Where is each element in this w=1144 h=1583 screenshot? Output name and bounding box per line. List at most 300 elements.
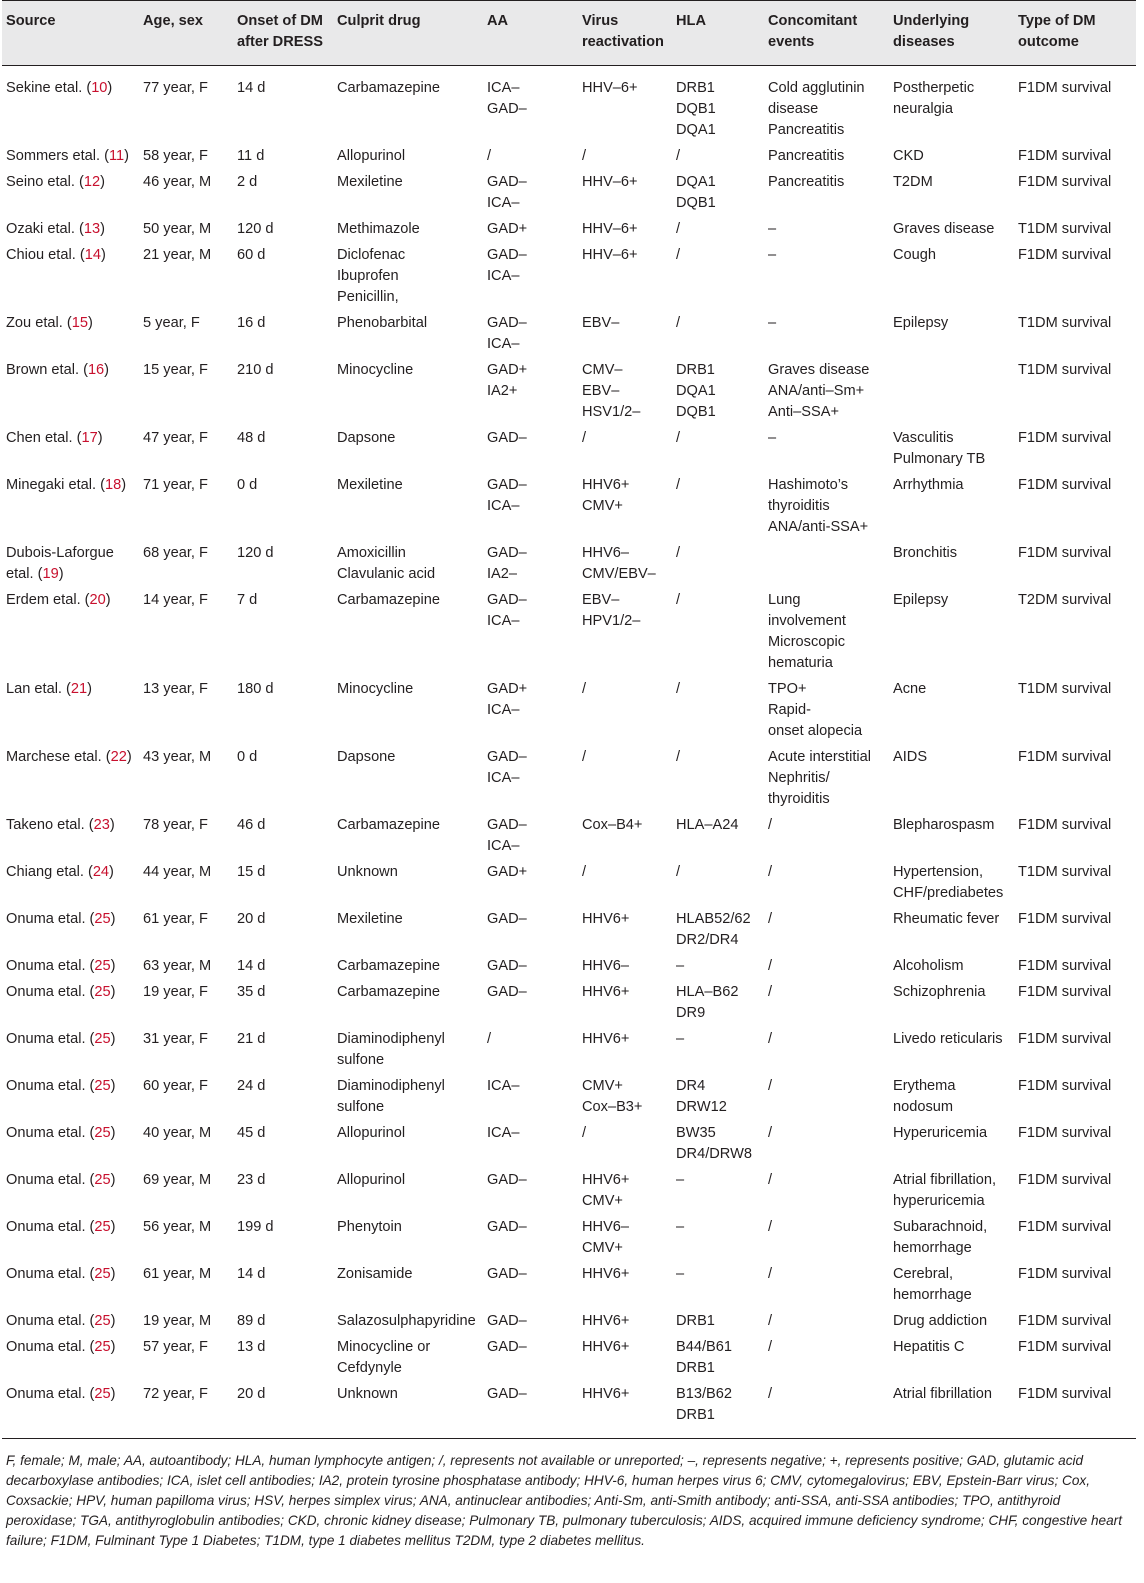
- cell-drug: Phenytoin: [337, 1219, 402, 1235]
- cell-aa: GAD–: [487, 984, 527, 1000]
- cell-onset: 15 d: [237, 864, 266, 880]
- cell-source: Onuma etal. (25): [6, 1219, 116, 1235]
- source-name: Takeno etal.: [6, 817, 85, 833]
- cell-outcome: F1DM survival: [1018, 247, 1112, 263]
- cell-age-sex: 63 year, M: [143, 958, 212, 974]
- cell-age-sex: 19 year, F: [143, 984, 208, 1000]
- table-row: [2, 1027, 1136, 1074]
- cell-aa: GAD–: [487, 1313, 527, 1329]
- cell-onset: 89 d: [237, 1313, 266, 1329]
- source-name: Chiang etal.: [6, 864, 84, 880]
- cell-hla: BW35 DR4/DRW8: [676, 1125, 752, 1162]
- reference-link[interactable]: 11: [109, 148, 125, 164]
- cell-events: –: [768, 247, 777, 263]
- cell-onset: 7 d: [237, 592, 258, 608]
- cell-onset: 0 d: [237, 749, 258, 765]
- table-row: [2, 358, 1136, 426]
- reference-link[interactable]: 21: [70, 681, 88, 697]
- cell-events: Pancreatitis: [768, 148, 845, 164]
- cell-age-sex: 31 year, F: [143, 1031, 208, 1047]
- cell-underlying: Atrial fibrillation, hyperuricemia: [893, 1172, 997, 1209]
- cell-age-sex: 44 year, M: [143, 864, 212, 880]
- cell-aa: ICA– GAD–: [487, 80, 527, 117]
- reference-link[interactable]: 25: [94, 1078, 111, 1094]
- cell-outcome: F1DM survival: [1018, 911, 1112, 927]
- cell-events: /: [768, 911, 773, 927]
- cell-underlying: Hepatitis C: [893, 1339, 965, 1355]
- header-culprit-drug: Culprit drug: [333, 1, 483, 66]
- cell-events: /: [768, 1031, 773, 1047]
- cell-hla: /: [676, 148, 681, 164]
- cell-virus: HHV6+: [582, 911, 630, 927]
- cell-hla: –: [676, 958, 685, 974]
- cell-onset: 16 d: [237, 315, 266, 331]
- reference-link[interactable]: 12: [83, 174, 101, 190]
- cell-outcome: F1DM survival: [1014, 1382, 1136, 1439]
- source-name: Onuma etal.: [6, 1219, 86, 1235]
- source-name: Erdem etal.: [6, 592, 81, 608]
- cell-aa: GAD–: [487, 1172, 527, 1188]
- cell-source: Erdem etal. (20): [6, 592, 111, 608]
- table-row: [2, 813, 1136, 860]
- cell-events: [764, 541, 889, 588]
- cell-events: TPO+ Rapid- onset alopecia: [768, 681, 863, 739]
- cell-virus: HHV6+: [582, 1031, 630, 1047]
- cell-age-sex: 5 year, F: [143, 315, 200, 331]
- cell-drug: Allopurinol: [337, 1125, 406, 1141]
- cell-source: Onuma etal. (25): [6, 1339, 116, 1355]
- cell-underlying: Atrial fibrillation: [889, 1382, 1014, 1439]
- reference-link[interactable]: 20: [89, 592, 106, 608]
- cell-onset: 35 d: [237, 984, 266, 1000]
- cell-virus: EBV– HPV1/2–: [582, 592, 641, 629]
- cell-aa: GAD– ICA–: [487, 315, 527, 352]
- table-body: [2, 66, 1136, 1439]
- cell-virus: HHV6+: [582, 1339, 630, 1355]
- cell-virus: HHV6– CMV+: [582, 1219, 630, 1256]
- cell-aa: GAD–: [487, 1219, 527, 1235]
- cell-drug: Mexiletine: [337, 911, 403, 927]
- reference-link[interactable]: 13: [83, 221, 101, 237]
- source-name: Sommers etal.: [6, 148, 101, 164]
- cell-source: Onuma etal. (25): [6, 911, 116, 927]
- reference-link[interactable]: 23: [93, 817, 110, 833]
- cell-age-sex: 72 year, F: [139, 1382, 233, 1439]
- cell-events: /: [764, 1382, 889, 1439]
- cell-underlying: Hypertension, CHF/prediabetes: [893, 864, 1004, 901]
- cell-drug: Dapsone: [337, 430, 396, 446]
- table-row: [2, 541, 1136, 588]
- reference-link[interactable]: 25: [94, 1339, 111, 1355]
- cell-virus: HHV–6+: [582, 174, 638, 190]
- cell-outcome: F1DM survival: [1018, 1172, 1112, 1188]
- cell-drug: Diclofenac Ibuprofen Penicillin,: [337, 247, 406, 305]
- cell-underlying: Subarachnoid, hemorrhage: [893, 1219, 988, 1256]
- cell-outcome: T1DM survival: [1018, 362, 1112, 378]
- cell-virus: HHV–6+: [582, 221, 638, 237]
- cell-age-sex: 71 year, F: [143, 477, 208, 493]
- cell-source: Onuma etal. (25): [6, 1172, 116, 1188]
- reference-link[interactable]: 25: [94, 1125, 111, 1141]
- cell-events: /: [768, 1078, 773, 1094]
- cell-hla: /: [676, 477, 681, 493]
- cell-aa: GAD+: [487, 221, 528, 237]
- table-row: [2, 426, 1136, 473]
- table-row: [2, 1335, 1136, 1382]
- reference-link[interactable]: 14: [84, 247, 101, 263]
- case-table: [2, 0, 1136, 1439]
- cell-aa: GAD–: [487, 911, 527, 927]
- reference-link[interactable]: 25: [94, 1172, 111, 1188]
- cell-aa: ICA–: [487, 1078, 520, 1094]
- cell-virus: CMV+ Cox–B3+: [582, 1078, 643, 1115]
- cell-hla: –: [676, 1219, 685, 1235]
- header-events: Concomitant events: [764, 1, 889, 66]
- cell-age-sex: 40 year, M: [143, 1125, 212, 1141]
- cell-hla: /: [676, 545, 681, 561]
- cell-age-sex: 77 year, F: [143, 80, 208, 96]
- cell-underlying: Hyperuricemia: [893, 1125, 988, 1141]
- cell-virus: HHV6–: [582, 958, 630, 974]
- cell-source: Marchese etal. (22): [6, 749, 132, 765]
- cell-onset: 0 d: [237, 477, 258, 493]
- cell-hla: /: [676, 864, 681, 880]
- cell-hla: HLAB52/62 DR2/DR4: [676, 911, 751, 948]
- table-header-row: [2, 1, 1136, 66]
- cell-onset: 20 d: [237, 911, 266, 927]
- cell-events: Acute interstitial Nephritis/ thyroiditis: [768, 749, 872, 807]
- cell-events: –: [768, 221, 777, 237]
- cell-onset: 14 d: [237, 80, 266, 96]
- header-hla: HLA: [672, 1, 764, 66]
- table-row: [2, 1382, 1136, 1439]
- table-row: [2, 980, 1136, 1027]
- cell-hla: –: [676, 1266, 685, 1282]
- cell-aa: GAD–: [487, 1266, 527, 1282]
- cell-drug: Diaminodiphenyl sulfone: [337, 1031, 445, 1068]
- source-name: Onuma etal.: [6, 958, 86, 974]
- cell-onset: 46 d: [237, 817, 266, 833]
- cell-drug: Carbamazepine: [337, 817, 441, 833]
- cell-virus: HHV6+: [582, 1266, 630, 1282]
- table-row: [2, 1168, 1136, 1215]
- cell-aa: GAD–: [487, 430, 527, 446]
- table-row: [2, 745, 1136, 813]
- cell-outcome: F1DM survival: [1018, 958, 1112, 974]
- cell-underlying: Epilepsy: [893, 315, 949, 331]
- cell-onset: 14 d: [237, 1266, 266, 1282]
- table-row: [2, 170, 1136, 217]
- cell-events: /: [768, 1266, 773, 1282]
- cell-aa: /: [487, 1031, 492, 1047]
- cell-underlying: Cerebral, hemorrhage: [893, 1266, 972, 1303]
- table-row: [2, 473, 1136, 541]
- cell-hla: DRB1 DQB1 DQA1: [676, 80, 716, 138]
- cell-events: /: [768, 1339, 773, 1355]
- cell-onset: 20 d: [233, 1382, 333, 1439]
- table-row: [2, 1074, 1136, 1121]
- source-name: Onuma etal.: [6, 1172, 86, 1188]
- cell-drug: Unknown: [333, 1382, 483, 1439]
- cell-outcome: F1DM survival: [1018, 1031, 1112, 1047]
- cell-outcome: F1DM survival: [1018, 80, 1112, 96]
- cell-drug: Minocycline or Cefdynyle: [337, 1339, 431, 1376]
- reference-link[interactable]: 17: [81, 430, 98, 446]
- cell-hla: B13/B62 DRB1: [672, 1382, 764, 1439]
- source-name: Brown etal.: [6, 362, 80, 378]
- cell-outcome: T2DM survival: [1018, 592, 1112, 608]
- table-row: [2, 907, 1136, 954]
- cell-onset: 2 d: [237, 174, 258, 190]
- cell-hla: DQA1 DQB1: [676, 174, 716, 211]
- cell-aa: GAD– IA2–: [487, 545, 527, 582]
- cell-hla: –: [676, 1031, 685, 1047]
- cell-aa: GAD+: [487, 864, 528, 880]
- cell-drug: Allopurinol: [337, 1172, 406, 1188]
- table-row: [2, 860, 1136, 907]
- header-underlying: Underlying diseases: [889, 1, 1014, 66]
- cell-age-sex: 58 year, F: [143, 148, 208, 164]
- reference-link[interactable]: 25: [94, 984, 111, 1000]
- reference-link[interactable]: 25: [94, 1031, 111, 1047]
- table-row: [2, 1309, 1136, 1335]
- cell-underlying: Alcoholism: [893, 958, 964, 974]
- source-name: Minegaki etal.: [6, 477, 97, 493]
- cell-drug: Salazosulphapyridine: [337, 1313, 476, 1329]
- source-name: Chen etal.: [6, 430, 73, 446]
- cell-onset: 21 d: [237, 1031, 266, 1047]
- cell-underlying: Livedo reticularis: [893, 1031, 1003, 1047]
- reference-link[interactable]: 25: [94, 958, 111, 974]
- cell-source: Lan etal. (21): [6, 681, 93, 697]
- cell-hla: HLA–A24: [676, 817, 739, 833]
- cell-onset: 120 d: [237, 545, 274, 561]
- cell-virus: HHV6+: [582, 984, 630, 1000]
- cell-aa: /: [487, 148, 492, 164]
- cell-events: /: [768, 864, 773, 880]
- cell-age-sex: 57 year, F: [143, 1339, 208, 1355]
- cell-aa: GAD– ICA–: [487, 592, 527, 629]
- cell-age-sex: 78 year, F: [143, 817, 208, 833]
- cell-aa: GAD– ICA–: [487, 817, 527, 854]
- cell-outcome: F1DM survival: [1018, 1266, 1112, 1282]
- cell-hla: DRB1 DQA1 DQB1: [676, 362, 716, 420]
- cell-hla: /: [676, 430, 681, 446]
- cell-age-sex: 15 year, F: [143, 362, 208, 378]
- cell-virus: HHV–6+: [582, 247, 638, 263]
- cell-virus: HHV6+ CMV+: [582, 477, 630, 514]
- cell-outcome: F1DM survival: [1018, 477, 1112, 493]
- cell-drug: Diaminodiphenyl sulfone: [337, 1078, 445, 1115]
- cell-outcome: T1DM survival: [1018, 864, 1112, 880]
- cell-outcome: F1DM survival: [1018, 817, 1112, 833]
- cell-events: –: [768, 315, 777, 331]
- cell-source: Minegaki etal. (18): [6, 477, 127, 493]
- cell-events: /: [768, 817, 773, 833]
- cell-source: Chiou etal. (14): [6, 247, 106, 263]
- cell-virus: Cox–B4+: [582, 817, 643, 833]
- cell-aa: GAD– ICA–: [487, 749, 527, 786]
- source-name: Onuma etal.: [6, 1125, 86, 1141]
- table-row: [2, 1262, 1136, 1309]
- cell-events: /: [768, 1219, 773, 1235]
- header-outcome: Type of DM outcome: [1014, 1, 1136, 66]
- cell-outcome: F1DM survival: [1018, 984, 1112, 1000]
- cell-events: Cold agglutinin disease Pancreatitis: [768, 80, 865, 138]
- cell-hla: /: [676, 749, 681, 765]
- cell-aa: GAD– ICA–: [487, 247, 527, 284]
- cell-hla: DR4 DRW12: [676, 1078, 727, 1115]
- cell-outcome: F1DM survival: [1018, 1339, 1112, 1355]
- source-name: Marchese etal.: [6, 749, 102, 765]
- reference-link[interactable]: 24: [92, 864, 110, 880]
- table-row: [2, 1121, 1136, 1168]
- cell-onset: 199 d: [237, 1219, 274, 1235]
- cell-outcome: F1DM survival: [1018, 174, 1112, 190]
- cell-source: Onuma etal. (25): [2, 1382, 139, 1439]
- cell-source: Onuma etal. (25): [6, 958, 116, 974]
- cell-onset: 23 d: [237, 1172, 266, 1188]
- reference-link[interactable]: 16: [87, 362, 105, 378]
- table-row: [2, 217, 1136, 243]
- cell-outcome: T1DM survival: [1018, 315, 1112, 331]
- cell-underlying: Bronchitis: [893, 545, 958, 561]
- source-name: Dubois-Laforgue etal.: [6, 545, 114, 582]
- cell-virus: /: [582, 749, 587, 765]
- cell-events: /: [768, 958, 773, 974]
- cell-outcome: F1DM survival: [1018, 1313, 1112, 1329]
- source-name: Onuma etal.: [6, 1386, 86, 1402]
- cell-aa: GAD–: [487, 1339, 527, 1355]
- source-name: Onuma etal.: [6, 1031, 86, 1047]
- reference-link[interactable]: 25: [94, 1266, 111, 1282]
- cell-age-sex: 13 year, F: [143, 681, 208, 697]
- cell-drug: Allopurinol: [337, 148, 406, 164]
- reference-link[interactable]: 25: [94, 911, 111, 927]
- cell-hla: /: [676, 315, 681, 331]
- reference-link[interactable]: 19: [42, 566, 59, 582]
- cell-drug: Mexiletine: [337, 174, 403, 190]
- table-row: [2, 1215, 1136, 1262]
- cell-aa: GAD– ICA–: [487, 477, 527, 514]
- cell-source: Seino etal. (12): [6, 174, 105, 190]
- cell-aa: GAD+ IA2+: [487, 362, 528, 399]
- cell-drug: Mexiletine: [337, 477, 403, 493]
- cell-aa: GAD– ICA–: [487, 174, 527, 211]
- cell-underlying: Blepharospasm: [893, 817, 995, 833]
- cell-age-sex: 21 year, M: [143, 247, 212, 263]
- cell-source: Onuma etal. (25): [6, 1313, 116, 1329]
- source-name: Onuma etal.: [6, 1266, 86, 1282]
- cell-outcome: T1DM survival: [1018, 681, 1112, 697]
- source-name: Ozaki etal.: [6, 221, 75, 237]
- cell-drug: Methimazole: [337, 221, 420, 237]
- cell-hla: B44/B61 DRB1: [676, 1339, 732, 1376]
- cell-source: Onuma etal. (25): [6, 984, 116, 1000]
- cell-hla: HLA–B62 DR9: [676, 984, 739, 1021]
- cell-source: Brown etal. (16): [6, 362, 110, 378]
- cell-underlying: Drug addiction: [893, 1313, 988, 1329]
- reference-link[interactable]: 25: [94, 1313, 111, 1329]
- reference-link[interactable]: 18: [104, 477, 122, 493]
- cell-underlying: Acne: [893, 681, 927, 697]
- source-name: Sekine etal.: [6, 80, 83, 96]
- cell-age-sex: 47 year, F: [143, 430, 208, 446]
- header-aa: AA: [483, 1, 578, 66]
- source-name: Seino etal.: [6, 174, 75, 190]
- cell-virus: /: [582, 430, 587, 446]
- cell-hla: /: [676, 681, 681, 697]
- cell-events: /: [768, 1313, 773, 1329]
- cell-outcome: F1DM survival: [1018, 1125, 1112, 1141]
- cell-source: Onuma etal. (25): [6, 1031, 116, 1047]
- reference-link[interactable]: 25: [94, 1386, 111, 1402]
- cell-age-sex: 19 year, M: [143, 1313, 212, 1329]
- cell-virus: /: [582, 1125, 587, 1141]
- cell-drug: Carbamazepine: [337, 80, 441, 96]
- cell-aa: GAD–: [483, 1382, 578, 1439]
- cell-events: Lung involvement Microscopic hematuria: [768, 592, 846, 671]
- cell-source: Sommers etal. (11): [6, 148, 130, 164]
- cell-virus: /: [582, 148, 587, 164]
- table-footnote: F, female; M, male; AA, autoantibody; HLA, human lymphocyte antigen; /, represents not available or unreported; –, represents negative; +, represents positive; GAD, glutamic acid decarboxylase antibodies; ICA, islet cell antibodies; IA2, protein tyrosine phosphatase antibody; HHV-6, human herpes virus 6; CMV, cytomegalovirus; EBV, Epstein-Barr virus; Cox, Coxsackie; HPV, human papilloma virus; HSV, herpes simplex virus; ANA, antinuclear antibodies; Anti-Sm, anti-Smith antibody; anti-SSA, anti-SSA antibodies; TPO, antithyroid peroxidase; TGA, antithyroglobulin antibodies; CKD, chronic kidney disease; Pulmonary TB, pulmonary tuberculosis; AIDS, acquired immune deficiency syndrome; CHF, congestive heart failure; F1DM, Fulminant Type 1 Diabetes; T1DM, type 1 diabetes mellitus T2DM, type 2 diabetes mellitus.: [6, 1453, 1122, 1548]
- cell-outcome: T1DM survival: [1018, 221, 1112, 237]
- cell-events: Hashimoto’s thyroiditis ANA/anti-SSA+: [768, 477, 869, 535]
- cell-source: Onuma etal. (25): [6, 1078, 116, 1094]
- cell-events: Graves disease ANA/anti–Sm+ Anti–SSA+: [768, 362, 870, 420]
- cell-onset: 60 d: [237, 247, 266, 263]
- cell-source: Takeno etal. (23): [6, 817, 115, 833]
- cell-outcome: F1DM survival: [1018, 148, 1112, 164]
- table-row: [2, 588, 1136, 677]
- header-source: Source: [2, 1, 139, 66]
- cell-drug: Minocycline: [337, 681, 414, 697]
- cell-source: Sekine etal. (10): [6, 80, 113, 96]
- cell-drug: Carbamazepine: [337, 592, 441, 608]
- cell-virus: /: [582, 681, 587, 697]
- cell-source: Zou etal. (15): [6, 315, 93, 331]
- cell-underlying: AIDS: [893, 749, 928, 765]
- cell-aa: ICA–: [487, 1125, 520, 1141]
- cell-underlying: Graves disease: [893, 221, 995, 237]
- cell-age-sex: 14 year, F: [143, 592, 208, 608]
- reference-link[interactable]: 25: [94, 1219, 111, 1235]
- cell-age-sex: 61 year, F: [143, 911, 208, 927]
- table-row: [2, 144, 1136, 170]
- table-container: [2, 0, 1136, 1551]
- reference-link[interactable]: 15: [71, 315, 88, 331]
- cell-underlying: Rheumatic fever: [893, 911, 1000, 927]
- cell-underlying: Vasculitis Pulmonary TB: [893, 430, 986, 467]
- cell-underlying: T2DM: [893, 174, 933, 190]
- reference-link[interactable]: 10: [91, 80, 108, 96]
- reference-link[interactable]: 22: [110, 749, 127, 765]
- cell-onset: 13 d: [237, 1339, 266, 1355]
- cell-virus: HHV6+: [578, 1382, 672, 1439]
- cell-source: Chen etal. (17): [6, 430, 103, 446]
- cell-aa: GAD–: [487, 958, 527, 974]
- cell-virus: HHV6– CMV/EBV–: [582, 545, 656, 582]
- cell-age-sex: 46 year, M: [143, 174, 212, 190]
- cell-source: Ozaki etal. (13): [6, 221, 105, 237]
- cell-underlying: [889, 358, 1014, 426]
- table-row: [2, 954, 1136, 980]
- cell-onset: 11 d: [237, 148, 265, 164]
- cell-events: /: [768, 1172, 773, 1188]
- table-row: [2, 66, 1136, 145]
- cell-virus: EBV–: [582, 315, 620, 331]
- cell-age-sex: 56 year, M: [143, 1219, 212, 1235]
